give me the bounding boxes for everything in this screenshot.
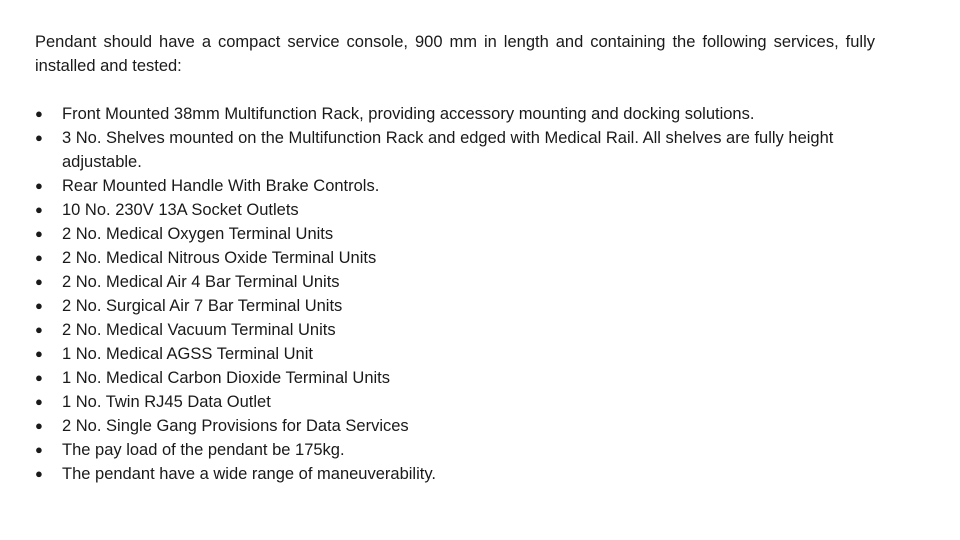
list-item-text: 10 No. 230V 13A Socket Outlets	[62, 201, 299, 219]
list-item	[35, 246, 895, 270]
list-item-text: 2 No. Medical Oxygen Terminal Units	[62, 225, 334, 243]
list-item	[35, 222, 895, 246]
list-item-text: 2 No. Medical Air 4 Bar Terminal Units	[62, 273, 340, 291]
bullet-icon: ●	[35, 250, 43, 265]
bullet-icon: ●	[35, 322, 43, 337]
bullet-icon: ●	[35, 370, 43, 385]
services-bullet-list	[35, 102, 895, 486]
list-item	[35, 270, 895, 294]
list-item	[35, 318, 895, 342]
list-item-text: The pendant have a wide range of maneuverability.	[62, 465, 436, 483]
bullet-icon: ●	[35, 106, 43, 121]
bullet-icon: ●	[35, 202, 43, 217]
bullet-icon: ●	[35, 130, 43, 145]
list-item	[35, 366, 895, 390]
list-item	[35, 126, 895, 174]
list-item-text: 2 No. Surgical Air 7 Bar Terminal Units	[62, 297, 343, 315]
intro-paragraph: Pendant should have a compact service console, 900 mm in length and containing the following services, fully installed and tested:	[35, 33, 875, 75]
list-item-text: Rear Mounted Handle With Brake Controls.	[62, 177, 380, 195]
list-item-text: 1 No. Medical Carbon Dioxide Terminal Units	[62, 369, 391, 387]
list-item-text: Front Mounted 38mm Multifunction Rack, providing accessory mounting and docking solutions.	[62, 105, 755, 123]
list-item-text: 2 No. Medical Vacuum Terminal Units	[62, 321, 336, 339]
list-item-text: 2 No. Medical Nitrous Oxide Terminal Units	[62, 249, 377, 267]
list-item	[35, 342, 895, 366]
bullet-icon: ●	[35, 274, 43, 289]
list-item-text: 1 No. Medical AGSS Terminal Unit	[62, 345, 313, 363]
list-item	[35, 438, 895, 462]
list-item	[35, 294, 895, 318]
bullet-icon: ●	[35, 442, 43, 457]
bullet-icon: ●	[35, 178, 43, 193]
list-item	[35, 390, 895, 414]
list-item	[35, 174, 895, 198]
bullet-icon: ●	[35, 466, 43, 481]
bullet-icon: ●	[35, 226, 43, 241]
list-item-text: 3 No. Shelves mounted on the Multifunction Rack and edged with Medical Rail. All shelves are fully height adjustable.	[62, 129, 834, 171]
bullet-icon: ●	[35, 346, 43, 361]
bullet-icon: ●	[35, 394, 43, 409]
list-item-text: 1 No. Twin RJ45 Data Outlet	[62, 393, 271, 411]
list-item	[35, 462, 895, 486]
list-item	[35, 414, 895, 438]
list-item	[35, 102, 895, 126]
bullet-icon: ●	[35, 298, 43, 313]
list-item	[35, 198, 895, 222]
list-item-text: The pay load of the pendant be 175kg.	[62, 441, 345, 459]
bullet-icon: ●	[35, 418, 43, 433]
list-item-text: 2 No. Single Gang Provisions for Data Services	[62, 417, 409, 435]
